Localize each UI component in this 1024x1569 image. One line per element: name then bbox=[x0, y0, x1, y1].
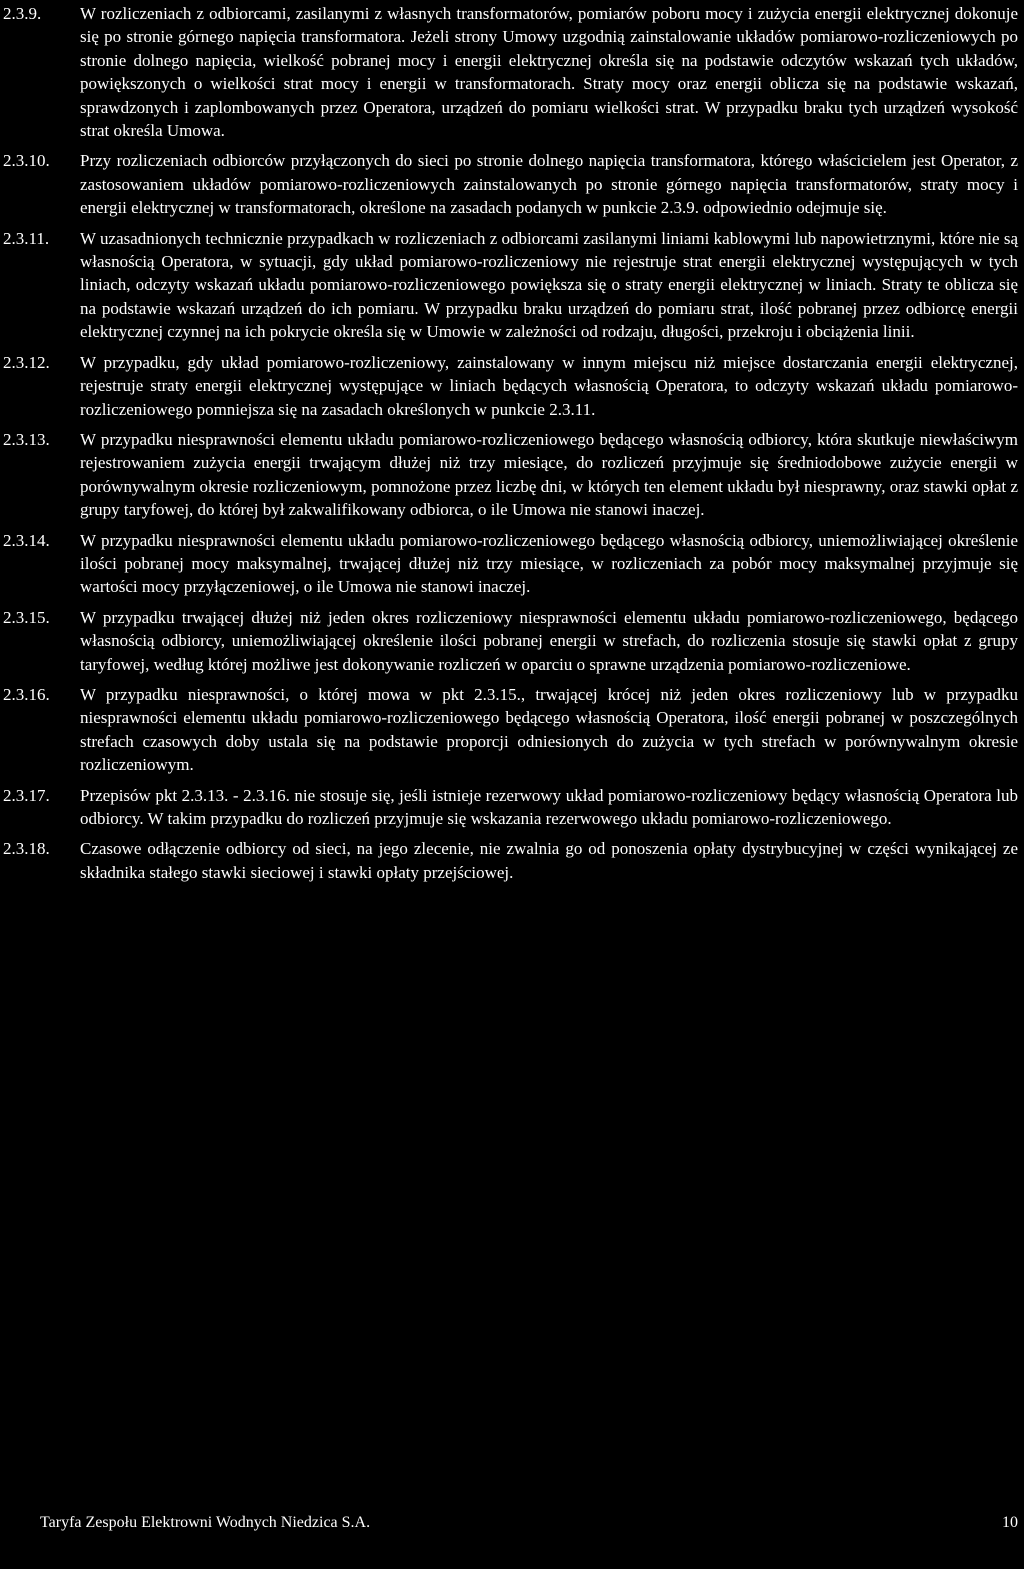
clause bbox=[3, 606, 1018, 676]
clause-text: Czasowe odłączenie odbiorcy od sieci, na jego zlecenie, nie zwalnia go od ponoszenia opłaty dystrybucyjnej w części wynikającej ze składnika stałego stawki sieciowej i stawki opłaty przejściowej. bbox=[80, 839, 1018, 882]
clause-list bbox=[3, 2, 1018, 891]
clause bbox=[3, 837, 1018, 884]
clause bbox=[3, 149, 1018, 219]
clause-number: 2.3.17. bbox=[3, 785, 50, 805]
clause bbox=[3, 2, 1018, 142]
clause-number: 2.3.15. bbox=[3, 607, 50, 627]
clause-number: 2.3.10. bbox=[3, 151, 50, 171]
clause-number: 2.3.9. bbox=[3, 4, 42, 23]
page-number: 10 bbox=[1002, 1514, 1018, 1531]
page-footer bbox=[40, 1512, 1018, 1534]
clause-number: 2.3.11. bbox=[3, 228, 50, 248]
clause-number: 2.3.14. bbox=[3, 530, 50, 550]
clause-text: W przypadku trwającej dłużej niż jeden okres rozliczeniowy niesprawności elementu układu pomiarowo-rozliczeniowego, będącego własnością odbiorcy, uniemożliwiającej określenie ilości pobranej energii w strefach, do rozliczenia stosuje się stawki opłat z grupy taryfowej, według której możliwe jest dokonywanie rozliczeń w oparciu o sprawne urządzenia pomiarowo-rozliczeniowe. bbox=[80, 607, 1018, 674]
clause-text: W przypadku, gdy układ pomiarowo-rozliczeniowy, zainstalowany w innym miejscu niż miejsce dostarczania energii elektrycznej, rejestruje straty energii elektrycznej występujące w liniach będących własnością Operatora, to odczyty wskazań układu pomiarowo-rozliczeniowego pomniejsza się na zasadach określonych w punkcie 2.3.11. bbox=[80, 352, 1018, 419]
clause bbox=[3, 529, 1018, 599]
clause-number: 2.3.12. bbox=[3, 352, 50, 372]
clause-text: W przypadku niesprawności, o której mowa w pkt 2.3.15., trwającej krócej niż jeden okres rozliczeniowy lub w przypadku niesprawności elementu układu pomiarowo-rozliczeniowego będącego własnością Operatora, ilość energii pobranej w poszczególnych strefach czasowych doby ustala się na podstawie proporcji odniesionych do zużycia w tych strefach w porównywalnym okresie rozliczeniowym. bbox=[80, 684, 1018, 775]
clause bbox=[3, 428, 1018, 522]
clause bbox=[3, 683, 1018, 777]
clause bbox=[3, 784, 1018, 831]
clause-number: 2.3.18. bbox=[3, 839, 50, 859]
clause-text: W przypadku niesprawności elementu układu pomiarowo-rozliczeniowego będącego własnością odbiorcy, uniemożliwiającej określenie ilości pobranej mocy maksymalnej, trwającej dłużej niż trzy miesiące, w rozliczeniach za pobór mocy maksymalnej przyjmuje się wartości mocy przyłączeniowej, o ile Umowa nie stanowi inaczej. bbox=[80, 530, 1018, 597]
clause-text: W rozliczeniach z odbiorcami, zasilanymi z własnych transformatorów, pomiarów poboru mocy i zużycia energii elektrycznej dokonuje się po stronie górnego napięcia transformatora. Jeżeli strony Umowy uzgodnią zainstalowanie układów pomiarowo-rozliczeniowych po stronie dolnego napięcia, wielkość pobranej mocy i energii elektrycznej określa się na podstawie odczytów wskazań tych układów, powiększonych o wielkości strat mocy i energii w transformatorach. Straty mocy oraz energii oblicza się na podstawie wskazań, sprawdzonych i zaplombowanych przez Operatora, urządzeń do pomiaru wielkości strat. W przypadku braku tych urządzeń wysokość strat określa Umowa. bbox=[80, 4, 1018, 141]
clause-number: 2.3.16. bbox=[3, 684, 50, 704]
footer-title: Taryfa Zespołu Elektrowni Wodnych Niedzica S.A. bbox=[40, 1514, 371, 1531]
clause-text: W przypadku niesprawności elementu układu pomiarowo-rozliczeniowego będącego własnością odbiorcy, która skutkuje niewłaściwym rejestrowaniem zużycia energii trwającym dłużej niż trzy miesiące, do rozliczeń przyjmuje się średniodobowe zużycie energii w porównywalnym okresie rozliczeniowym, pomnożone przez liczbę dni, w których ten element układu był niesprawny, oraz stawki opłat z grupy taryfowej, do której był zakwalifikowany odbiorca, o ile Umowa nie stanowi inaczej. bbox=[80, 429, 1018, 520]
clause-number: 2.3.13. bbox=[3, 429, 50, 449]
clause bbox=[3, 351, 1018, 421]
clause-text: Przy rozliczeniach odbiorców przyłączonych do sieci po stronie dolnego napięcia transformatora, którego właścicielem jest Operator, z zastosowaniem układów pomiarowo-rozliczeniowych zainstalowanych po stronie górnego napięcia transformatorów, straty mocy i energii elektrycznej w transformatorach, określone na zasadach podanych w punkcie 2.3.9. odpowiednio odejmuje się. bbox=[80, 151, 1018, 218]
clause-text: Przepisów pkt 2.3.13. - 2.3.16. nie stosuje się, jeśli istnieje rezerwowy układ pomiarowo-rozliczeniowy będący własnością Operatora lub odbiorcy. W takim przypadku do rozliczeń przyjmuje się wskazania rezerwowego układu pomiarowo-rozliczeniowego. bbox=[80, 785, 1018, 828]
clause bbox=[3, 227, 1018, 344]
clause-text: W uzasadnionych technicznie przypadkach w rozliczeniach z odbiorcami zasilanymi liniami kablowymi lub napowietrznymi, które nie są własnością Operatora, w sytuacji, gdy układ pomiarowo-rozliczeniowy nie rejestruje strat energii elektrycznej występujących w tych liniach, odczyty wskazań układu pomiarowo-rozliczeniowego powiększa się o straty energii elektrycznej w liniach. Straty te oblicza się na podstawie wskazań urządzeń do ich pomiaru. W przypadku braku urządzeń do pomiaru strat, ilość pobranej przez odbiorcę energii elektrycznej czynnej na ich pokrycie określa się w Umowie w zależności od rodzaju, długości, przekroju i obciążenia linii. bbox=[80, 228, 1018, 342]
